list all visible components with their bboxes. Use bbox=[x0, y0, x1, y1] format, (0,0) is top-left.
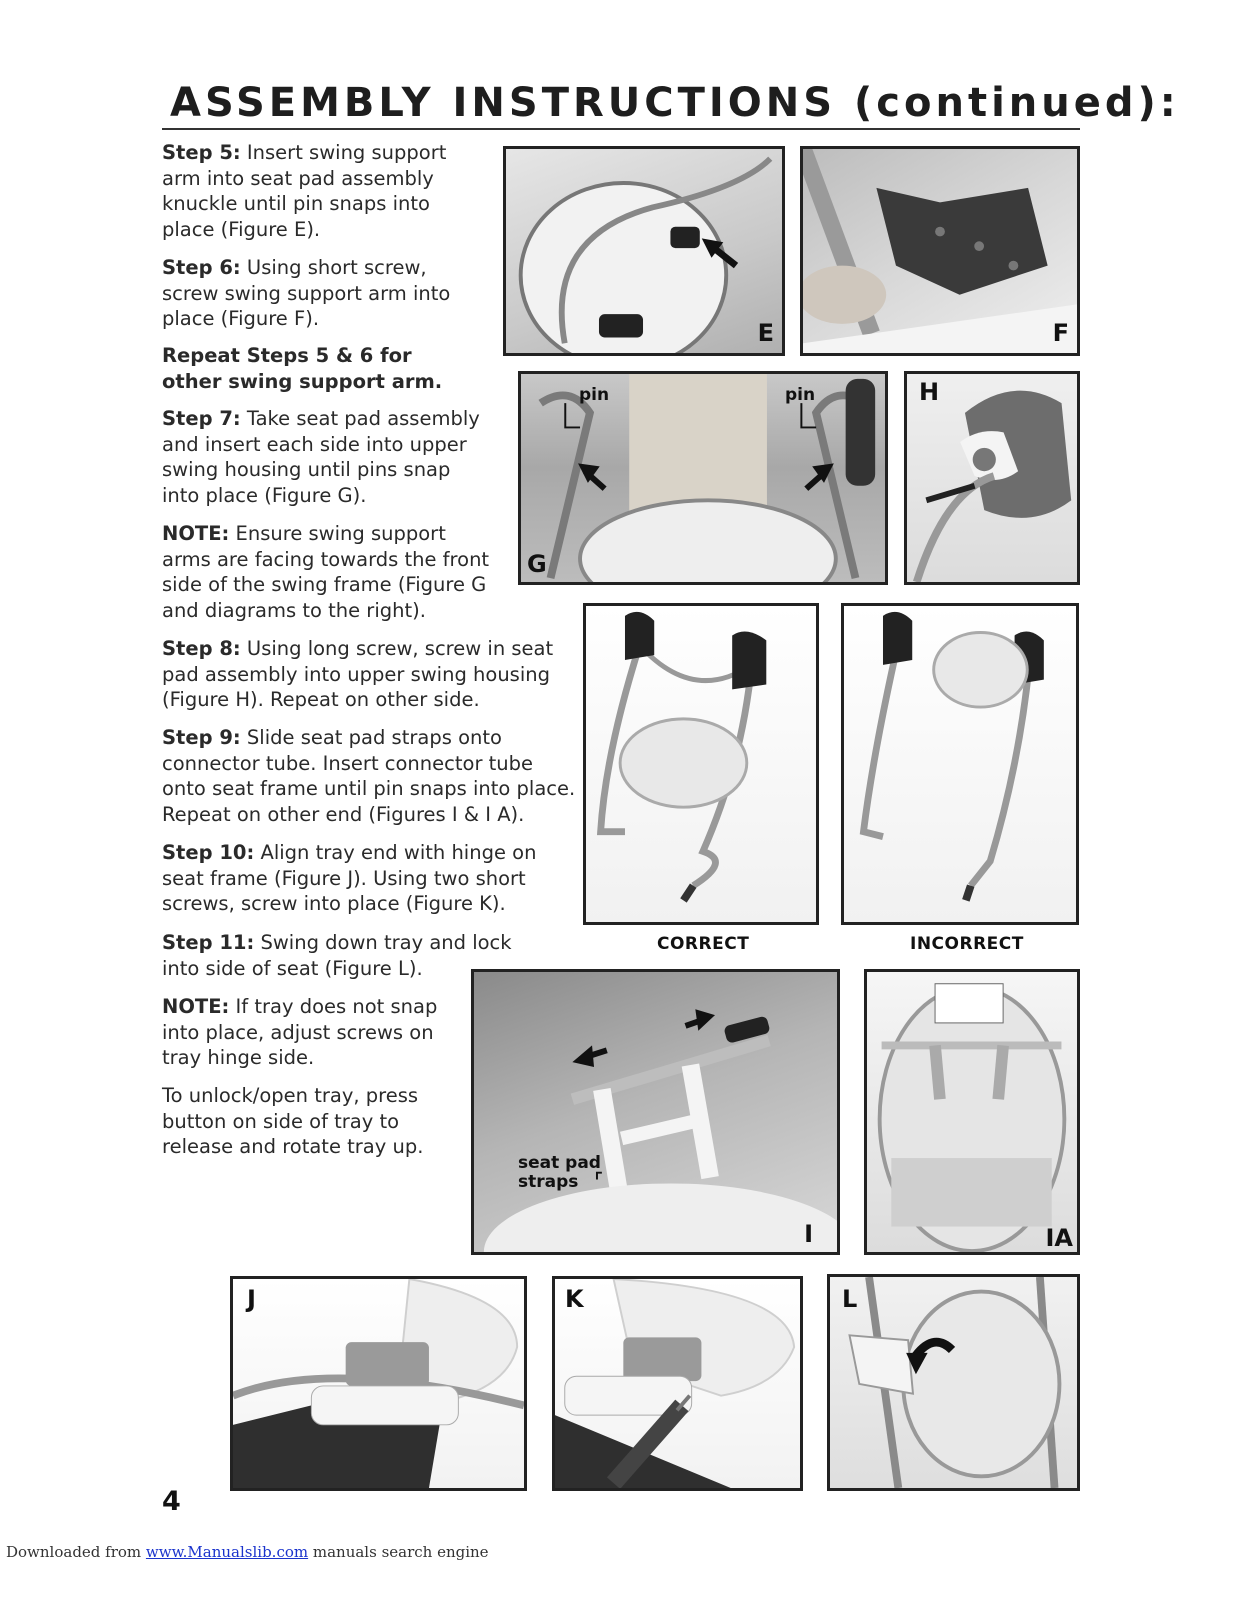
repeat-note: Repeat Steps 5 & 6 for other swing support arm. bbox=[162, 344, 443, 393]
step-11-text: Swing down tray and lock into side of seat (Figure L). bbox=[162, 931, 512, 980]
step-11 bbox=[162, 930, 512, 981]
figure-ia-illustration bbox=[867, 972, 1077, 1252]
figure-e bbox=[503, 146, 785, 356]
pin-callout-left: pin bbox=[579, 385, 610, 405]
correct-swing-illustration bbox=[586, 606, 816, 922]
figure-f-label: F bbox=[1052, 319, 1069, 347]
figure-f-illustration bbox=[803, 149, 1077, 353]
step-5-label: Step 5: bbox=[162, 141, 241, 164]
page-title: ASSEMBLY INSTRUCTIONS (continued): bbox=[170, 80, 1180, 126]
note-support-arms bbox=[162, 521, 497, 623]
figure-j bbox=[230, 1276, 527, 1491]
figure-g-illustration bbox=[521, 374, 885, 582]
figure-e-illustration bbox=[506, 149, 782, 353]
figure-k bbox=[552, 1276, 803, 1491]
step-6-text: Using short screw, screw swing support arm into place (Figure F). bbox=[162, 256, 451, 330]
step-10-text: Align tray end with hinge on seat frame (Figure J). Using two short screws, screw into place (Figure K). bbox=[162, 841, 537, 915]
step-6-label: Step 6: bbox=[162, 256, 241, 279]
figure-h-label: H bbox=[919, 378, 940, 406]
callout-line-1: seat pad bbox=[518, 1153, 601, 1173]
figure-j-label: J bbox=[247, 1285, 256, 1313]
step-10 bbox=[162, 840, 562, 917]
step-11-label: Step 11: bbox=[162, 931, 255, 954]
step-5-text: Insert swing support arm into seat pad assembly knuckle until pin snaps into place (Figure E). bbox=[162, 141, 447, 241]
figure-incorrect-orientation bbox=[841, 603, 1079, 925]
pin-callout-right: pin bbox=[785, 385, 816, 405]
title-divider bbox=[162, 128, 1080, 130]
note-2-label: NOTE: bbox=[162, 995, 230, 1018]
figure-f bbox=[800, 146, 1080, 356]
seat-pad-straps-callout bbox=[518, 1154, 601, 1192]
step-7-text: Take seat pad assembly and insert each side into upper swing housing until pins snap into place (Figure G). bbox=[162, 407, 480, 507]
unlock-tray-instructions: To unlock/open tray, press button on side of tray to release and rotate tray up. bbox=[162, 1084, 424, 1158]
figure-l-label: L bbox=[842, 1285, 858, 1313]
step-8 bbox=[162, 636, 562, 713]
step-10-label: Step 10: bbox=[162, 841, 255, 864]
step-7-label: Step 7: bbox=[162, 407, 241, 430]
figure-g-label: G bbox=[527, 550, 547, 578]
step-9 bbox=[162, 725, 577, 827]
figure-i-label: I bbox=[804, 1220, 813, 1248]
footer-suffix: manuals search engine bbox=[308, 1543, 489, 1561]
figure-k-label: K bbox=[565, 1285, 584, 1313]
step-9-text: Slide seat pad straps onto connector tube. Insert connector tube onto seat frame until pin snaps into place. Repeat on other end (Figures I & I A). bbox=[162, 726, 576, 826]
footer-prefix: Downloaded from bbox=[6, 1543, 146, 1561]
figure-i bbox=[471, 969, 840, 1255]
note-tray-snap bbox=[162, 994, 452, 1071]
caption-incorrect: INCORRECT bbox=[910, 934, 1024, 954]
note-1-label: NOTE: bbox=[162, 522, 230, 545]
step-8-text: Using long screw, screw in seat pad assembly into upper swing housing (Figure H). Repeat on other side. bbox=[162, 637, 554, 711]
incorrect-swing-illustration bbox=[844, 606, 1076, 922]
step-5 bbox=[162, 140, 480, 242]
step-6 bbox=[162, 255, 480, 332]
manualslib-link[interactable]: www.Manualslib.com bbox=[145, 1543, 309, 1561]
figure-i-illustration bbox=[474, 972, 837, 1252]
figure-e-label: E bbox=[757, 319, 774, 347]
step-9-label: Step 9: bbox=[162, 726, 241, 749]
figure-ia bbox=[864, 969, 1080, 1255]
callout-line-2: straps bbox=[518, 1172, 579, 1192]
figure-k-illustration bbox=[555, 1279, 800, 1488]
figure-h bbox=[904, 371, 1080, 585]
caption-correct: CORRECT bbox=[657, 934, 750, 954]
figure-l-illustration bbox=[830, 1277, 1077, 1488]
note-1-text: Ensure swing support arms are facing towards the front side of the swing frame (Figure G and diagrams to the right). bbox=[162, 522, 490, 622]
page-number: 4 bbox=[162, 1486, 181, 1517]
download-footer bbox=[6, 1543, 489, 1561]
step-8-label: Step 8: bbox=[162, 637, 241, 660]
figure-l bbox=[827, 1274, 1080, 1491]
note-2-text: If tray does not snap into place, adjust screws on tray hinge side. bbox=[162, 995, 438, 1069]
figure-correct-orientation bbox=[583, 603, 819, 925]
figure-g bbox=[518, 371, 888, 585]
step-7 bbox=[162, 406, 480, 508]
figure-ia-label: IA bbox=[1045, 1224, 1073, 1252]
figure-j-illustration bbox=[233, 1279, 524, 1488]
